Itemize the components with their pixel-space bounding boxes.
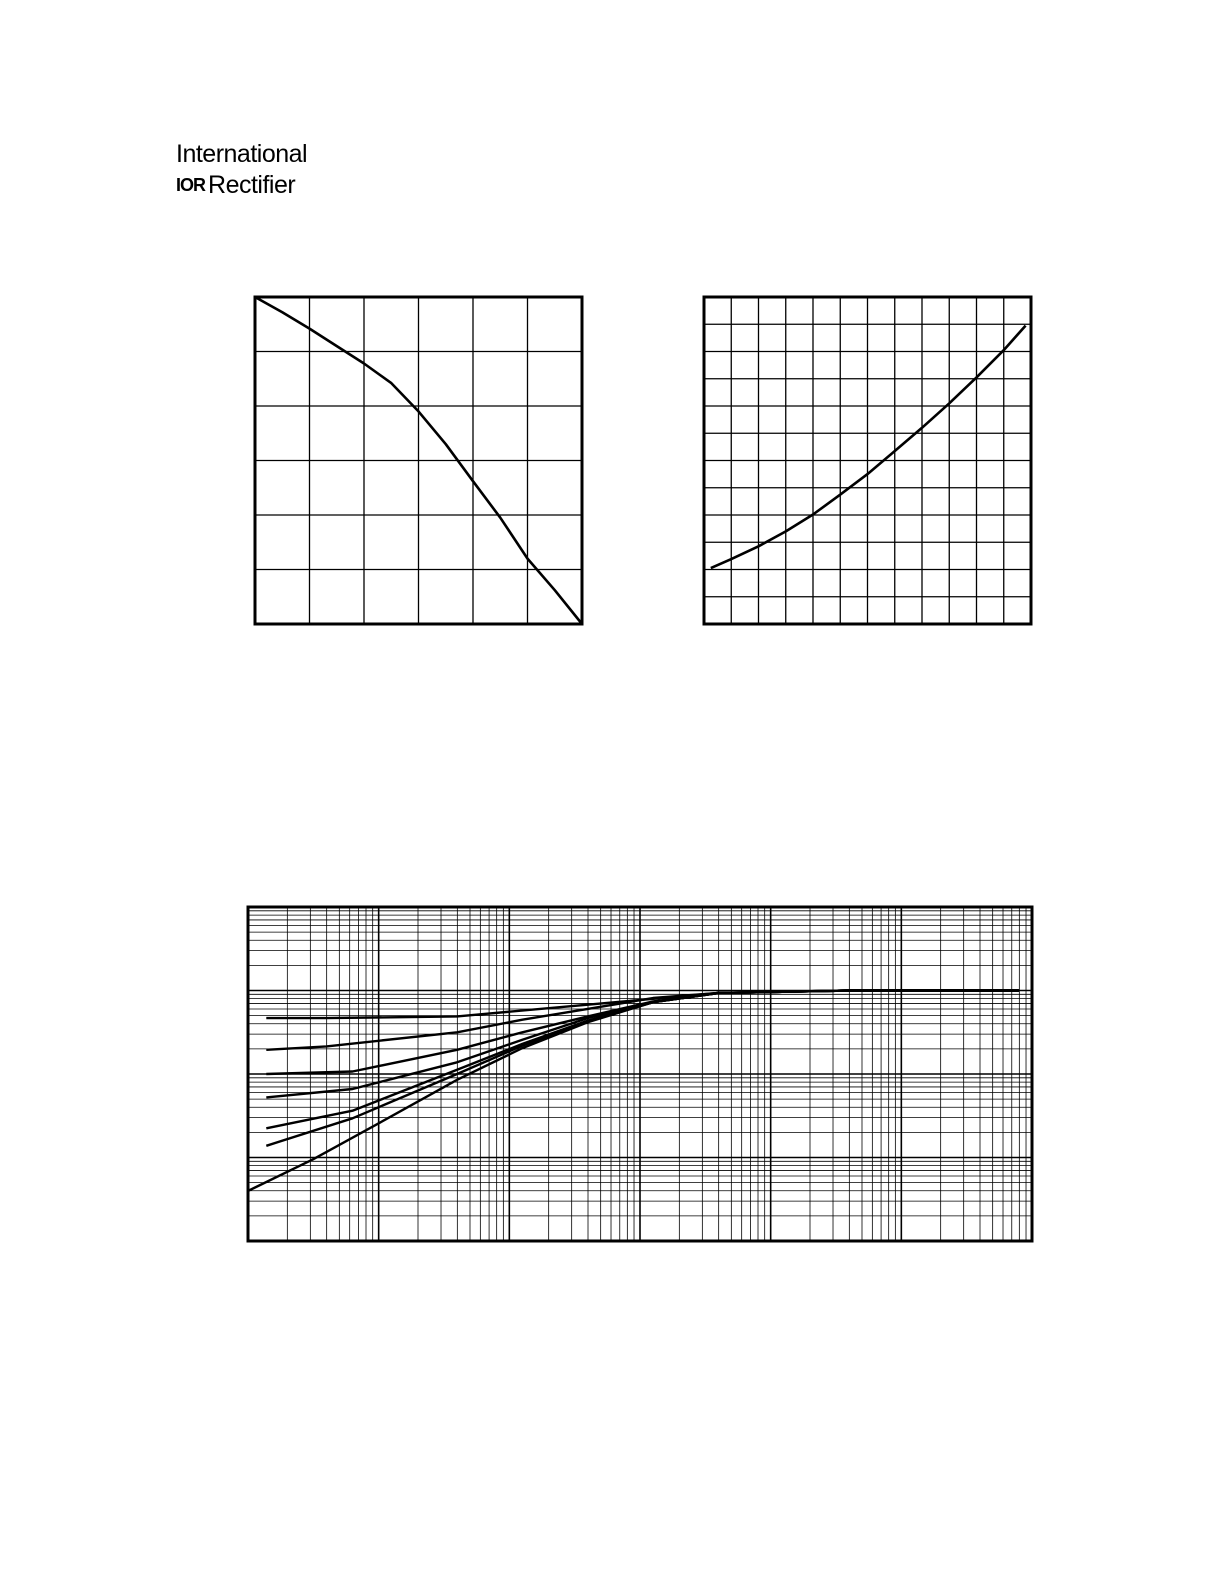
logo-ior-mark: IOR <box>176 175 206 195</box>
chart-bottom-series-line-7 <box>248 991 1019 1191</box>
logo-row <box>176 171 295 200</box>
chart-bottom <box>248 907 1032 1241</box>
logo-wordmark-rectifier: Rectifier <box>208 171 296 199</box>
chart-left <box>255 297 582 624</box>
logo-wordmark-international: International <box>176 140 308 168</box>
chart-right <box>704 297 1031 624</box>
company-logo <box>176 140 336 200</box>
